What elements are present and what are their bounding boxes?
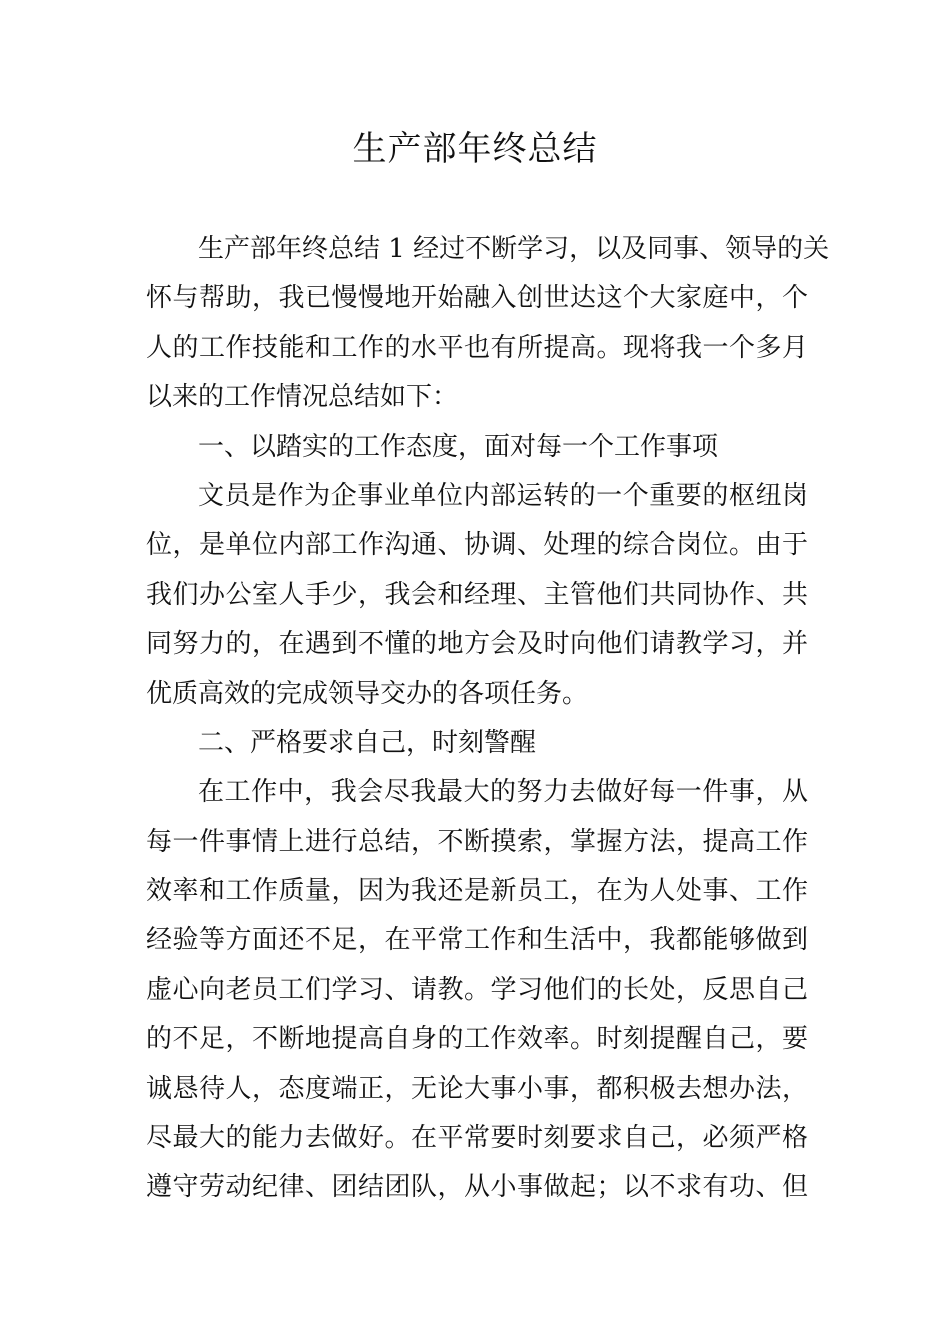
- paragraph-line: 怀与帮助，我已慢慢地开始融入创世达这个大家庭中，个: [146, 283, 808, 314]
- paragraph-line: 我们办公室人手少，我会和经理、主管他们共同协作、共: [146, 579, 808, 610]
- paragraph-line: 生产部年终总结 1 经过不断学习，以及同事、领导的关: [198, 234, 830, 264]
- document-body: [146, 225, 830, 1213]
- paragraph-line: 诚恳待人，态度端正，无论大事小事，都积极去想办法，: [146, 1073, 808, 1104]
- paragraph-line: 虚心向老员工们学习、请教。学习他们的长处，反思自己: [146, 974, 808, 1005]
- paragraph-line: 每一件事情上进行总结，不断摸索，掌握方法，提高工作: [146, 826, 808, 857]
- paragraph-line: 以来的工作情况总结如下：: [146, 382, 459, 413]
- paragraph-line: 位，是单位内部工作沟通、协调、处理的综合岗位。由于: [146, 530, 808, 561]
- document-title: 生产部年终总结: [352, 129, 598, 169]
- paragraph-line: 人的工作技能和工作的水平也有所提高。现将我一个多月: [146, 332, 808, 363]
- section-heading: 一、以踏实的工作态度，面对每一个工作事项: [198, 431, 719, 462]
- paragraph-line: 同努力的，在遇到不懂的地方会及时向他们请教学习，并: [146, 629, 808, 660]
- paragraph-line: 效率和工作质量，因为我还是新员工，在为人处事、工作: [146, 876, 808, 907]
- paragraph-line: 尽最大的能力去做好。在平常要时刻要求自己，必须严格: [146, 1123, 808, 1154]
- paragraph-line: 经验等方面还不足，在平常工作和生活中，我都能够做到: [146, 925, 808, 956]
- paragraph-line: 优质高效的完成领导交办的各项任务。: [146, 678, 589, 709]
- paragraph-line: 的不足，不断地提高自身的工作效率。时刻提醒自己，要: [146, 1024, 808, 1055]
- paragraph-line: 文员是作为企事业单位内部运转的一个重要的枢纽岗: [198, 480, 808, 511]
- paragraph-line: 在工作中，我会尽我最大的努力去做好每一件事，从: [198, 777, 808, 808]
- paragraph-line: 遵守劳动纪律、团结团队，从小事做起；以不求有功、但: [146, 1172, 808, 1203]
- section-heading: 二、严格要求自己，时刻警醒: [198, 727, 537, 758]
